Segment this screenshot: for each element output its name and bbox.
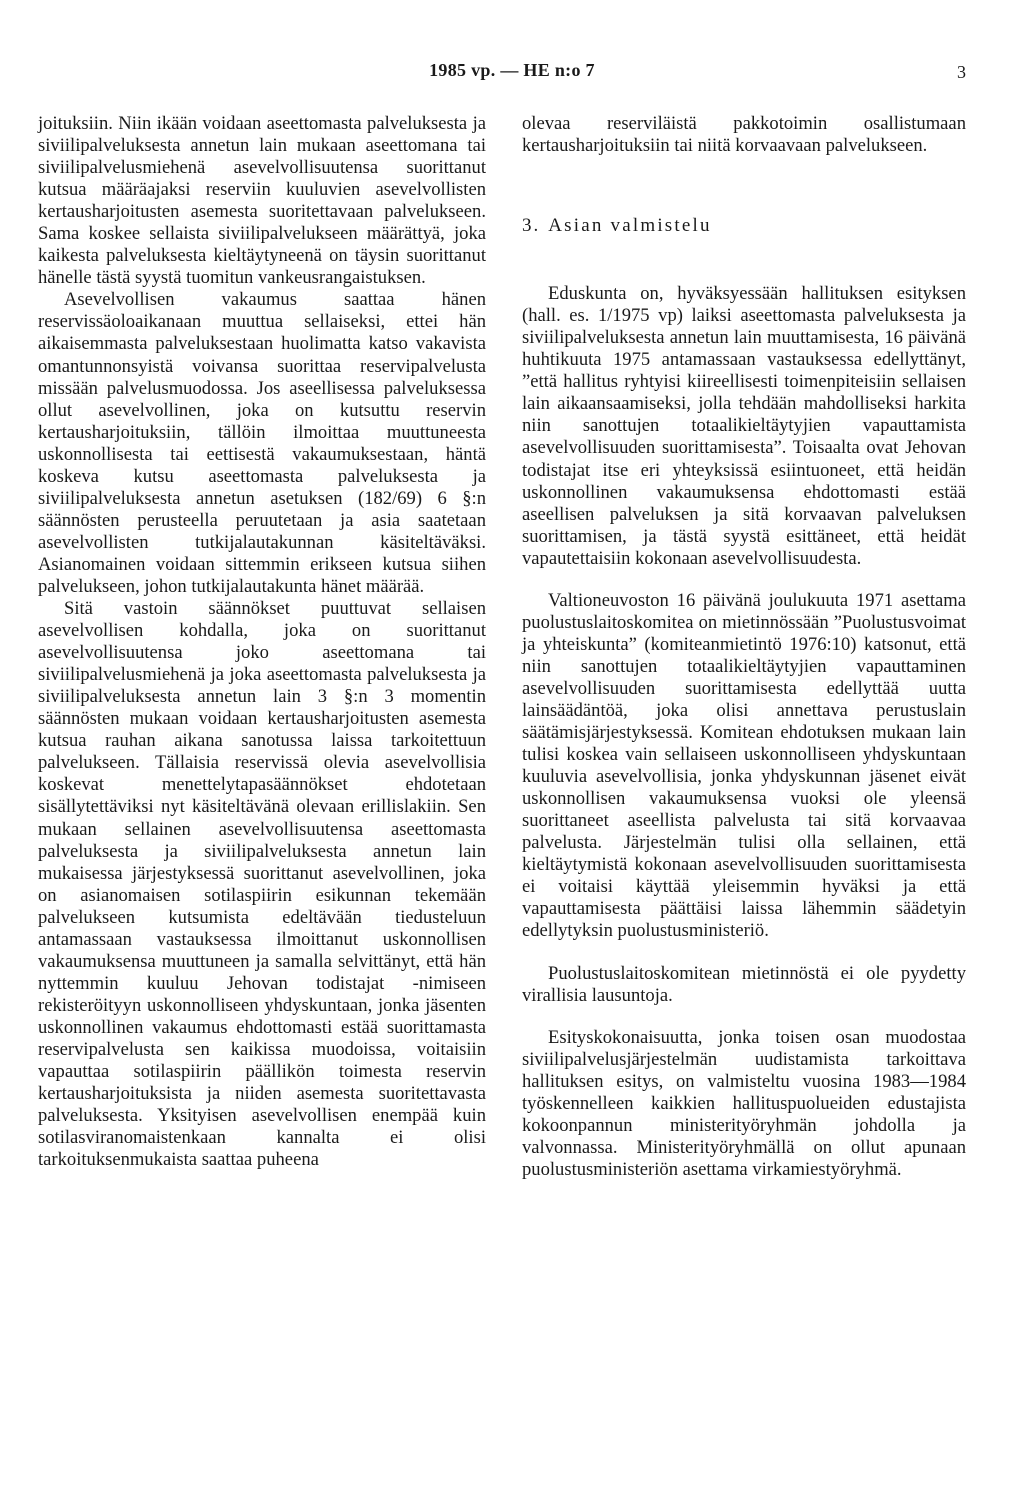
body-paragraph: Sitä vastoin säännökset puuttuvat sellaisen asevelvollisen kohdalla, joka on suorittanut asevelvollisuutensa joko aseettomana tai siviilipalvelusmiehenä ja joka aseettomasta palveluksesta ja siviilipalveluksesta annetun lain 3 §:n 3 momentin säännösten mukaan voidaan kertausharjoitusten asemesta kutsua rauhan aikana sanotussa laissa tarkoitettuun palvelukseen. Tällaisia reservissä olevia asevelvollisia koskevat menettelytapasäännökset ehdotetaan sisällytettäviksi nyt käsiteltävänä olevaan erillislakiin. Sen mukaan sellainen asevelvollisuutensa aseettomasta palveluksesta ja siviilipalveluksesta annetun lain mukaisessa järjestyksessä suorittanut asevelvollinen, joka on asianomaisen sotilaspiirin esikunnan tekemään palvelukseen kutsumista edeltävään tiedusteluun antamassaan vastauksessa ilmoittanut uskonnollisen vakaumuksensa muuttuneen ja samalla selvittänyt, että hän nyttemmin kuuluu Jehovan todistajat -nimiseen rekisteröityyn uskonnolliseen yhdyskuntaan, jonka jäsenten uskonnollinen vakaumus ehdottomasti estää suorittamasta reservipalvelusta sen kaikissa muodoissa, voitaisiin vapauttaa sotilaspiirin päällikön toimesta reservin kertausharjoituksista ja niiden asemesta suoritettavasta palveluksesta. Yksityisen asevelvollisen enempää kuin sotilasviranomaistenkaan kannalta ei olisi tarkoituksenmukaista saattaa puheena — [38, 598, 486, 1171]
body-paragraph: Asevelvollisen vakaumus saattaa hänen reservissäoloaikanaan muuttua sellaiseksi, ettei hän aikaisemmasta palveluksestaan huolimatta katso vakavista omantunnonsyistä voivansa suorittaa reservipalvelusta missään palvelusmuodossa. Jos aseellisessa palveluksessa ollut asevelvollinen, joka on kutsuttu reservin kertausharjoituksiin, tällöin ilmoittaa muuttuneesta uskonnollisesta tai eettisestä vakaumuksestaan, häntä koskeva kutsu aseettomasta palveluksesta ja siviilipalveluksesta annetun asetuksen (182/69) 6 §:n säännösten perusteella peruutetaan ja asia saatetaan asevelvollisten tutkijalautakunnan käsiteltäväksi. Asianomainen voidaan sittemmin erikseen kutsua siihen palvelukseen, johon tutkijalautakunta hänet määrää. — [38, 289, 486, 597]
body-paragraph: Esityskokonaisuutta, jonka toisen osan muodostaa siviilipalvelusjärjestelmän uudistamista tarkoittava hallituksen esitys, on valmisteltu vuosina 1983—1984 työskennelleen kaikkien hallituspuolueiden edustajista kokoonpannun ministerityöryhmän johdolla ja valvonnassa. Ministerityöryhmällä on ollut apunaan puolustusministeriön asettama virkamiestyöryhmä. — [522, 1026, 966, 1180]
body-paragraph: Eduskunta on, hyväksyessään hallituksen esityksen (hall. es. 1/1975 vp) laiksi aseettomasta palveluksesta ja siviilipalveluksesta annetun lain muuttamisesta, 16 päivänä huhtikuuta 1975 antamassaan vastauksessa edellyttänyt, ”että hallitus ryhtyisi kiireellisesti toimenpiteisiin sellaisen lain aikaansaamiseksi, jolla tehdään mahdolliseksi harkita niin sanottujen totaalikieltäytyjien vapauttamista asevelvollisuuden suorittamisesta”. Toisaalta ovat Jehovan todistajat itse eri yhteyksissä esiintuoneet, että heidän uskonnollinen vakaumuksensa ehdottomasti estää aseellisen palveluksen ja sitä korvaavan palveluksen suorittamisen, ja tästä syystä esittäneet, että heidät vapautettaisiin kokonaan asevelvollisuudesta. — [522, 283, 966, 569]
page-number: 3 — [957, 62, 966, 82]
page-header — [0, 60, 1024, 90]
section-title: Asian valmistelu — [548, 215, 712, 237]
section-number: 3. — [522, 215, 541, 237]
left-column — [38, 113, 486, 1171]
section-heading — [522, 215, 966, 237]
body-paragraph: Puolustuslaitoskomitean mietinnöstä ei ole pyydetty virallisia lausuntoja. — [522, 962, 966, 1006]
right-column — [522, 113, 966, 1181]
body-paragraph: Valtioneuvoston 16 päivänä joulukuuta 1971 asettama puolustuslaitoskomitea on mietinnössään ”Puolustusvoimat ja yhteiskunta” (komiteanmietintö 1976:10) katsonut, että niin sanottujen totaalikieltäytyjien vapauttaminen asevelvollisuuden suorittamisesta edellyttää uutta lainsäädäntöä, joka olisi annettava perustuslain säätämisjärjestyksessä. Komitean ehdotuksen mukaan lain tulisi koskea vain sellaiseen uskonnolliseen yhdyskuntaan kuuluvia asevelvollisia, jonka yhdyskunnan jäsenet eivät uskonnollisen vakaumuksensa vuoksi ole yleensä suorittaneet aseellista palvelusta tai sitä korvaavaa palvelusta. Järjestelmän tulisi olla sellainen, että kieltäytymistä kokonaan asevelvollisuuden suorittamisesta ei voitaisi käyttää yleisemmin hyväksi ja että vapauttamisesta päättäisi laissa lähemmin säädetyin edellytyksin puolustusministeriö. — [522, 589, 966, 942]
document-title: 1985 vp. — HE n:o 7 — [429, 60, 595, 80]
body-paragraph: olevaa reserviläistä pakkotoimin osallistumaan kertausharjoituksiin tai niitä korvaavaan palvelukseen. — [522, 113, 966, 157]
body-paragraph: joituksiin. Niin ikään voidaan aseettomasta palveluksesta ja siviilipalveluksesta annetun lain mukaan aseettomana tai siviilipalvelusmiehenä asevelvollisuutensa suorittanut kutsua määräajaksi reserviin kuuluvien asevelvollisten kertausharjoitusten asemesta suoritettavaan palvelukseen. Sama koskee sellaista siviilipalvelukseen määrättyä, joka kaikesta palveluksesta kieltäytyneenä on täysin suorittanut hänelle tästä syystä tuomitun vankeusrangaistuksen. — [38, 113, 486, 289]
